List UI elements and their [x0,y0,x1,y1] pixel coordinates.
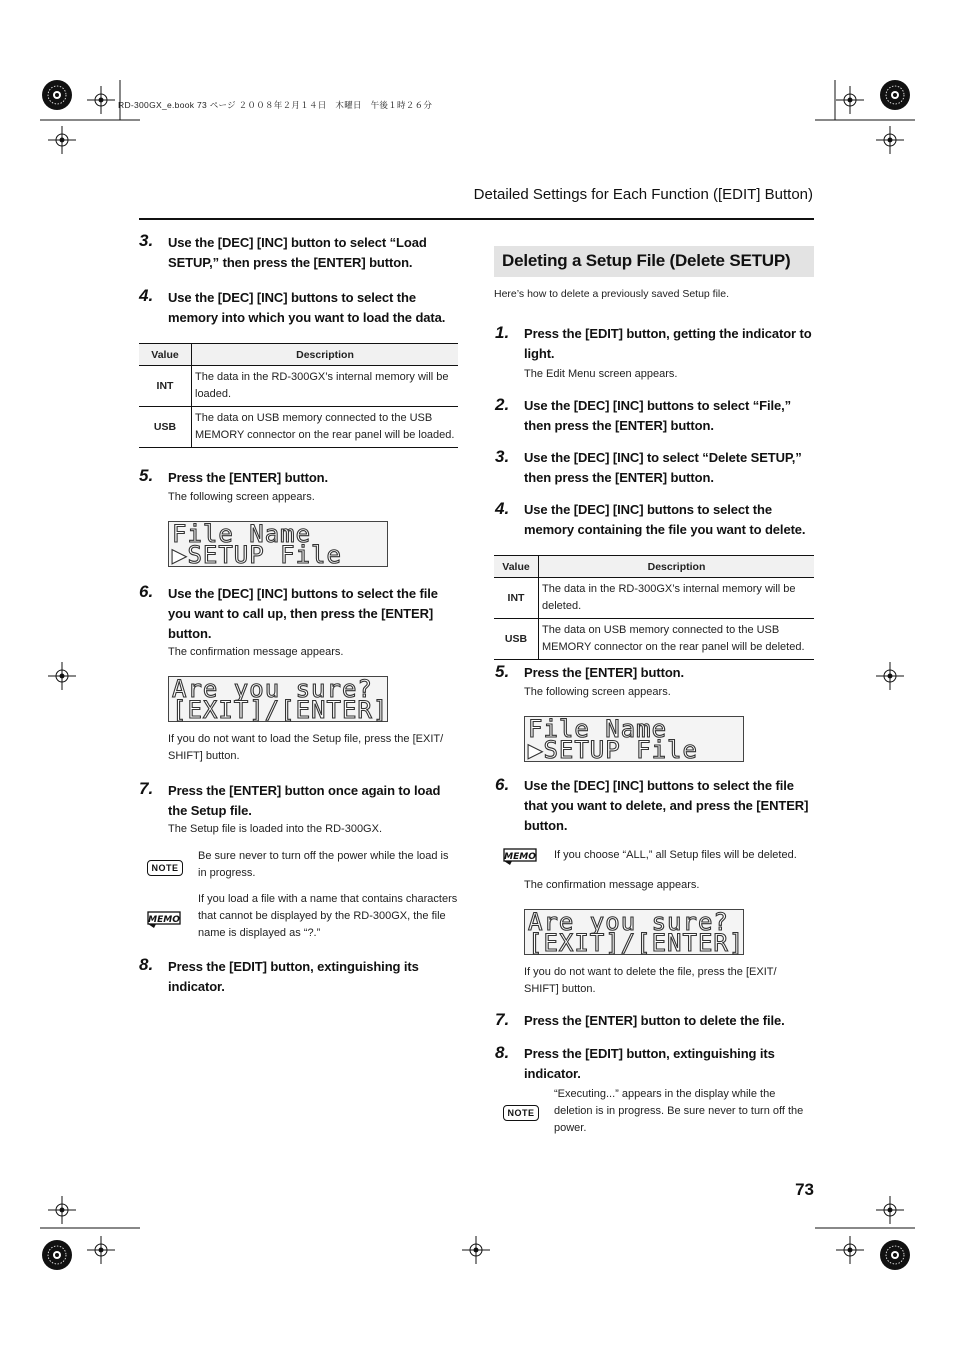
lcd-screen [168,521,388,567]
lcd-line-2: ▶SETUP File [528,736,698,764]
step-number: 8. [495,1043,510,1062]
step-subtext: The Edit Menu screen appears. [524,368,678,380]
section-intro: Here’s how to delete a previously saved Setup file. [494,288,730,300]
page-number: 73 [795,1180,814,1199]
table-row [139,366,458,407]
lcd-line-1: Are you sure? [528,908,729,936]
step-subtext: The following screen appears. [524,686,671,698]
table-header-value: Value [494,556,539,578]
table-row [139,407,458,448]
note-text: Be sure never to turn off the power while the load is in progress. [198,850,449,879]
step-subtext: The confirmation message appears. [168,646,344,658]
step-number: 7. [139,779,154,798]
step-number: 3. [495,447,510,466]
step-text: Press the [ENTER] button. [524,665,685,680]
running-head: Detailed Settings for Each Function ([EDIT] Button) [473,186,813,203]
step-text: Press the [EDIT] button, getting the indicator to light. [524,326,812,361]
table-header-value: Value [139,344,192,366]
lcd-screen [524,909,744,955]
step-text: Press the [EDIT] button, extinguishing its indicator. [524,1046,775,1081]
value-table [494,555,814,660]
cancel-note: If you do not want to load the Setup file, press the [EXIT/ SHIFT] button. [168,733,444,762]
table-header-description: Description [192,344,459,366]
step-number: 7. [495,1010,510,1029]
step-text: Use the [DEC] [INC] buttons to select the memory containing the file you want to delete. [524,502,806,537]
table-row [494,619,814,660]
step-number: 6. [495,775,510,794]
memo-icon [146,908,182,928]
table-row [494,578,814,619]
note-icon: NOTE [503,1105,539,1121]
memo-label: MEMO [148,915,180,925]
cancel-note: If you do not want to delete the file, press the [EXIT/ SHIFT] button. [524,966,777,995]
lcd-screen [168,676,388,722]
table-cell-value: INT [494,578,539,619]
table-cell-value: INT [139,366,192,407]
table-cell-value: USB [494,619,539,660]
lcd-line-1: Are you sure? [172,675,373,703]
table-cell-description: The data in the RD-300GX’s internal memory will be deleted. [539,578,815,619]
lcd-line-2: [EXIT]/[ENTER] [528,929,745,957]
table-header-description: Description [539,556,815,578]
step-subtext: The Setup file is loaded into the RD-300GX. [168,823,383,835]
step-text: Use the [DEC] [INC] buttons to select the file that you want to delete, and press the [ENTER] button. [524,778,809,833]
memo-icon [502,845,538,865]
step-number: 5. [495,662,510,681]
step-number: 8. [139,955,154,974]
step-number: 4. [495,499,510,518]
table-cell-description: The data on USB memory connected to the USB MEMORY connector on the rear panel will be deleted. [539,619,815,660]
step-text: Use the [DEC] [INC] buttons to select the memory into which you want to load the data. [168,290,446,325]
step-text: Use the [DEC] [INC] to select “Delete SETUP,” then press the [ENTER] button. [524,450,802,485]
step-number: 2. [495,395,510,414]
step-text: Press the [ENTER] button. [168,470,329,485]
step-number: 4. [139,286,154,305]
lcd-line-2: [EXIT]/[ENTER] [172,696,389,724]
value-table [139,343,458,448]
step-number: 5. [139,466,154,485]
step-number: 3. [139,231,154,250]
memo-text: If you choose “ALL,” all Setup files will be deleted. [554,849,797,861]
step-text: Press the [ENTER] button once again to load the Setup file. [168,783,441,818]
step-text: Use the [DEC] [INC] buttons to select the file you want to call up, then press the [ENTER] button. [168,586,438,641]
note-text: “Executing...” appears in the display while the deletion is in progress. Be sure never to turn off the power. [554,1088,804,1134]
step-number: 1. [495,323,510,342]
lcd-line-1: File Name [528,715,668,743]
step-subtext: The following screen appears. [168,491,315,503]
step-text: Use the [DEC] [INC] button to select “Load SETUP,” then press the [ENTER] button. [168,235,427,270]
step-number: 6. [139,582,154,601]
lcd-line-1: File Name [172,520,312,548]
table-cell-description: The data in the RD-300GX’s internal memory will be loaded. [192,366,459,407]
section-title: Deleting a Setup File (Delete SETUP) [502,251,791,270]
header-rule [139,218,814,220]
step-text: Press the [EDIT] button, extinguishing its indicator. [168,959,419,994]
print-meta-line: RD-300GX_e.book 73 ページ ２００８年２月１４日 木曜日 午後１時２６分 [118,100,433,110]
confirmation-text: The confirmation message appears. [524,879,700,891]
step-text: Press the [ENTER] button to delete the file. [524,1013,785,1028]
lcd-screen [524,716,744,762]
lcd-line-2: ▶SETUP File [172,541,342,569]
table-cell-value: USB [139,407,192,448]
step-text: Use the [DEC] [INC] buttons to select “File,” then press the [ENTER] button. [524,398,792,433]
table-cell-description: The data on USB memory connected to the USB MEMORY connector on the rear panel will be loaded. [192,407,459,448]
memo-label: MEMO [504,852,536,862]
memo-text: If you load a file with a name that contains characters that cannot be displayed by the RD-300GX, the file name is displayed as “?.” [198,893,458,939]
note-icon: NOTE [147,860,183,876]
